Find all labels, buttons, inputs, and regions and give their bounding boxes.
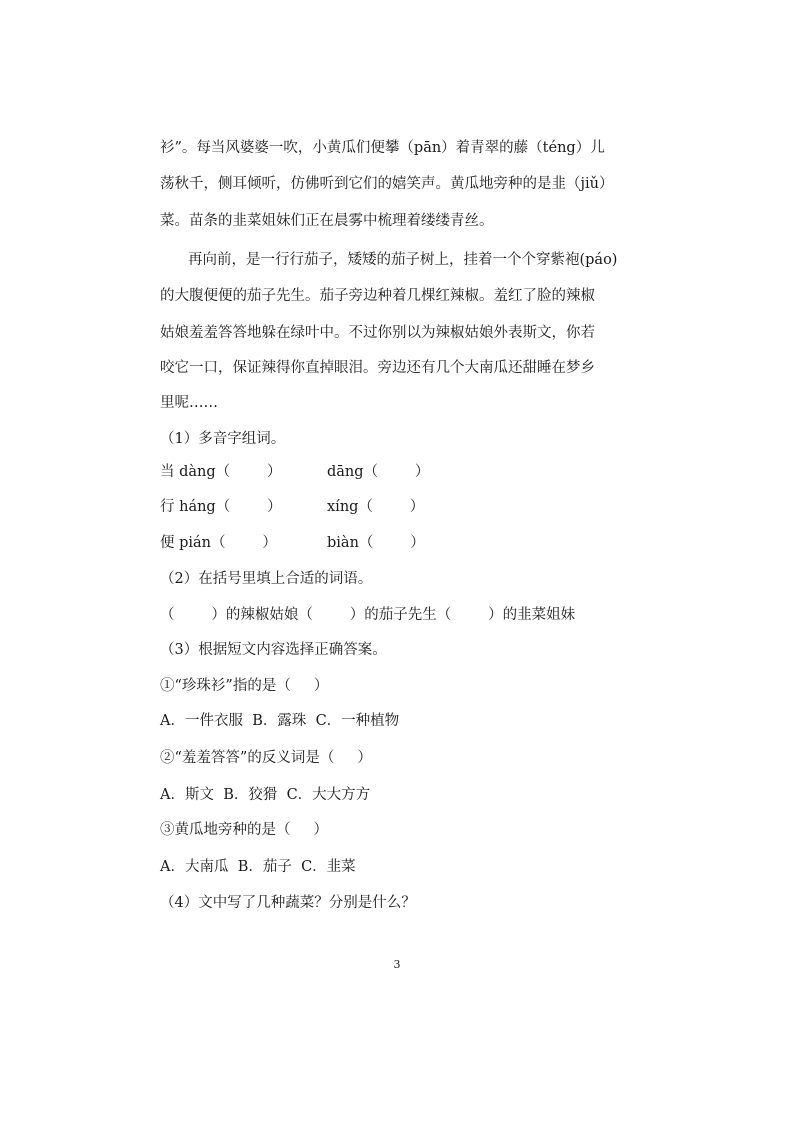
q1-row2-hang[interactable]: 行 háng（ ） xyxy=(160,499,282,515)
q3-title: （3）根据短文内容选择正确答案。 xyxy=(160,642,387,658)
q3-sub1[interactable]: ①“珍珠衫”指的是（ ） xyxy=(160,678,329,694)
passage-line-5: 的大腹便便的茄子先生。茄子旁边种着几棵红辣椒。羞红了脸的辣椒 xyxy=(160,288,595,304)
q1-row3-pian[interactable]: 便 pián（ ） xyxy=(160,535,277,551)
passage-line-8: 里呢…… xyxy=(160,395,218,411)
q2-title: （2）在括号里填上合适的词语。 xyxy=(160,571,373,587)
passage-line-6: 姑娘羞羞答答地躲在绿叶中。不过你别以为辣椒姑娘外表斯文，你若 xyxy=(160,325,595,341)
q3-sub2[interactable]: ②“羞羞答答”的反义词是（ ） xyxy=(160,750,372,766)
q1-title: （1）多音字组词。 xyxy=(160,431,286,447)
page-number: 3 xyxy=(393,958,401,971)
q1-row xyxy=(160,462,429,482)
q3-options-1: A．一件衣服 B．露珠 C．一种植物 xyxy=(160,713,400,729)
passage-line-7: 咬它一口，保证辣得你直掉眼泪。旁边还有几个大南瓜还甜睡在梦乡 xyxy=(160,360,595,376)
q3-options-2: A．斯文 B．狡猾 C．大大方方 xyxy=(160,787,371,803)
q1-row xyxy=(160,533,425,553)
passage-line-3: 菜。苗条的韭菜姐妹们正在晨雾中梳理着缕缕青丝。 xyxy=(160,213,494,229)
passage-line-4: 再向前，是一行行茄子，矮矮的茄子树上，挂着一个个穿紫袍(páo) xyxy=(188,252,618,268)
passage-line-1: 衫”。每当风婆婆一吹，小黄瓜们便攀（pān）着青翠的藤（téng）儿 xyxy=(160,140,605,156)
passage-line-2: 荡秋千，侧耳倾听，仿佛听到它们的嬉笑声。黄瓜地旁种的是韭（jiǔ） xyxy=(160,176,614,192)
q4-title: （4）文中写了几种蔬菜？分别是什么？ xyxy=(160,895,416,911)
q1-row3-bian[interactable]: biàn（ ） xyxy=(327,535,425,551)
q1-row xyxy=(160,497,424,517)
q1-row1-dang1[interactable]: dāng（ ） xyxy=(327,464,430,480)
q1-row2-xing[interactable]: xíng（ ） xyxy=(327,499,425,515)
q3-sub3[interactable]: ③黄瓜地旁种的是（ ） xyxy=(160,822,329,838)
q1-row1-dang4[interactable]: 当 dàng（ ） xyxy=(160,464,282,480)
q2-fill-line[interactable]: （ ）的辣椒姑娘（ ）的茄子先生（ ）的韭菜姐妹 xyxy=(160,607,576,623)
q3-options-3: A．大南瓜 B．茄子 C．韭菜 xyxy=(160,859,356,875)
